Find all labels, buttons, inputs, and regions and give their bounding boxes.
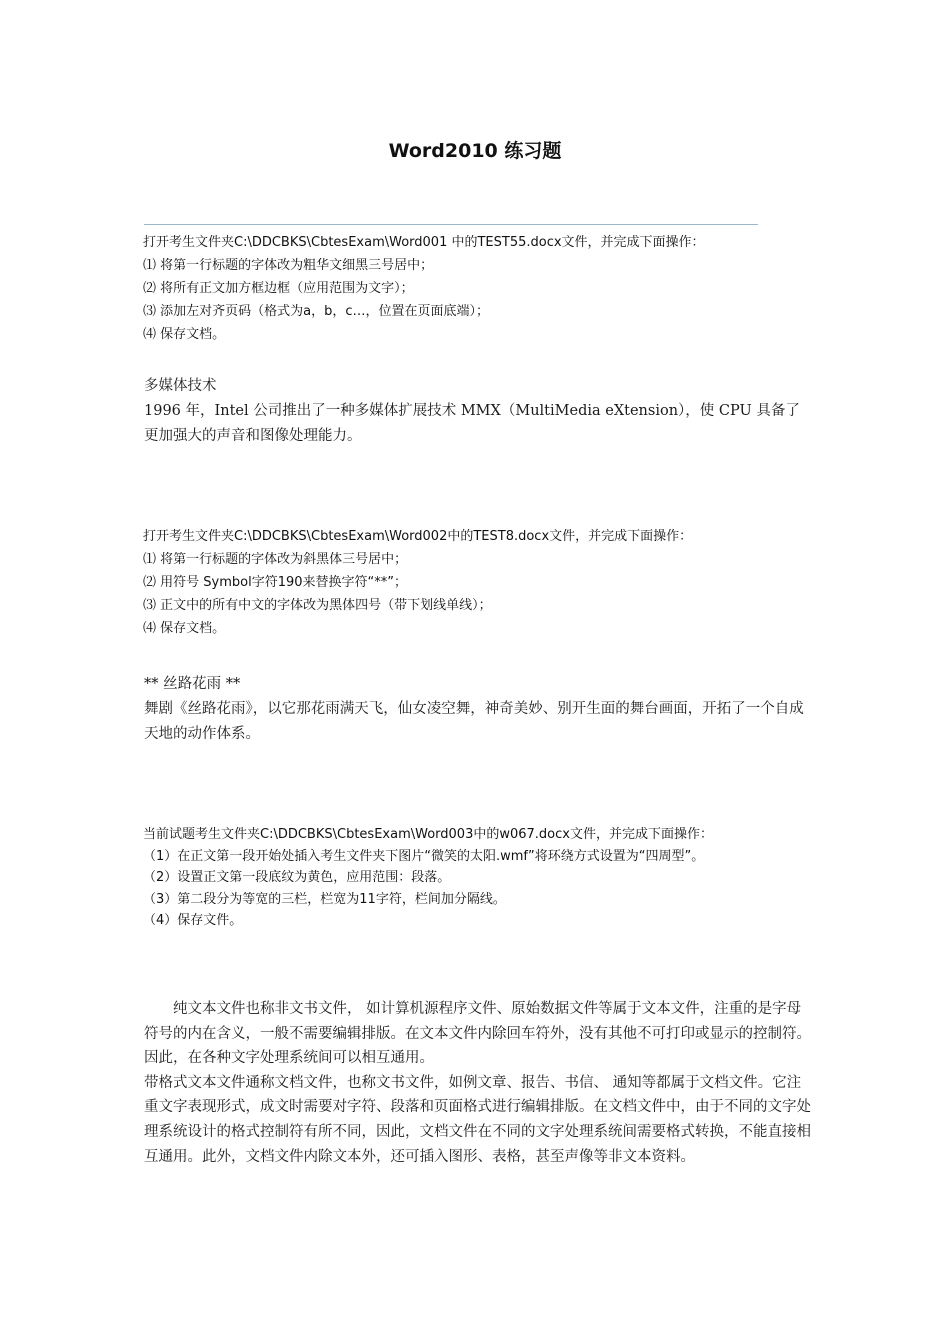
- task-intro: 打开考生文件夹C:\DDCBKS\CbtesExam\Word002中的TEST8.docx文件，并完成下面操作：: [143, 529, 693, 544]
- section-multimedia: [144, 374, 814, 449]
- task-item: ⑷ 保存文档。: [143, 621, 226, 636]
- task-instructions-2: [143, 525, 692, 640]
- task-item: ⑶ 正文中的所有中文的字体改为黑体四号（带下划线单线）；: [143, 598, 492, 613]
- page-title: Word2010 练习题: [388, 140, 562, 162]
- task-item: （1）在正文第一段开始处插入考生文件夹下图片“微笑的太阳.wmf”将环绕方式设置为“四周型”。: [143, 848, 705, 864]
- section-paragraph: 带格式文本文件通称文档文件，也称文书文件，如例文章、报告、书信、 通知等都属于文档文件。它注重文字表现形式，成文时需要对字符、段落和页面格式进行编辑排版。在文档文件中，由于不同的文字处理系统设计的格式控制符有所不同，因此，文档文件在不同的文字处理系统间需要格式转换，不能直接相互通用。此外，文档文件内除文本外，还可插入图形、表格，甚至声像等非文本资料。: [144, 1074, 811, 1165]
- section-paragraph: 舞剧《丝路花雨》，以它那花雨满天飞，仙女凌空舞，神奇美妙、别开生面的舞台画面，开拓了一个自成天地的动作体系。: [144, 701, 804, 742]
- section-paragraph: 纯文本文件也称非文书文件， 如计算机源程序文件、原始数据文件等属于文本文件，注重的是字母符号的内在含义，一般不需要编辑排版。在文本文件内除回车符外，没有其他不可打印或显示的控制符。因此，在各种文字处理系统间可以相互通用。: [144, 1001, 811, 1067]
- task-instructions-3: [143, 824, 743, 932]
- task-intro: 当前试题考生文件夹C:\DDCBKS\CbtesExam\Word003中的w067.docx文件，并完成下面操作：: [143, 827, 713, 842]
- task-item: （2）设置正文第一段底纹为黄色，应用范围：段落。: [143, 870, 451, 885]
- section-heading: ** 丝路花雨 **: [144, 676, 241, 692]
- horizontal-divider: [144, 224, 758, 225]
- task-item: ⑶ 添加左对齐页码（格式为a，b，c…，位置在页面底端）；: [143, 304, 489, 319]
- task-item: ⑵ 用符号 Symbol字符190来替换字符“**”；: [143, 575, 407, 590]
- section-text-files: [144, 997, 814, 1169]
- task-item: （3）第二段分为等宽的三栏，栏宽为11字符，栏间加分隔线。: [143, 891, 506, 907]
- task-intro: 打开考生文件夹C:\DDCBKS\CbtesExam\Word001 中的TEST55.docx文件，并完成下面操作：: [143, 235, 705, 250]
- section-paragraph: 1996 年，Intel 公司推出了一种多媒体扩展技术 MMX（MultiMedia eXtension），使 CPU 具备了更加强大的声音和图像处理能力。: [144, 403, 800, 444]
- section-silk-road: [144, 672, 814, 747]
- task-item: ⑴ 将第一行标题的字体改为斜黑体三号居中；: [143, 552, 408, 567]
- section-heading: 多媒体技术: [144, 378, 217, 394]
- task-item: ⑷ 保存文档。: [143, 327, 226, 342]
- task-instructions-1: [143, 231, 705, 346]
- task-item: ⑵ 将所有正文加方框边框（应用范围为文字）；: [143, 281, 414, 296]
- task-item: （4）保存文件。: [143, 913, 243, 928]
- task-item: ⑴ 将第一行标题的字体改为粗华文细黑三号居中；: [143, 258, 434, 273]
